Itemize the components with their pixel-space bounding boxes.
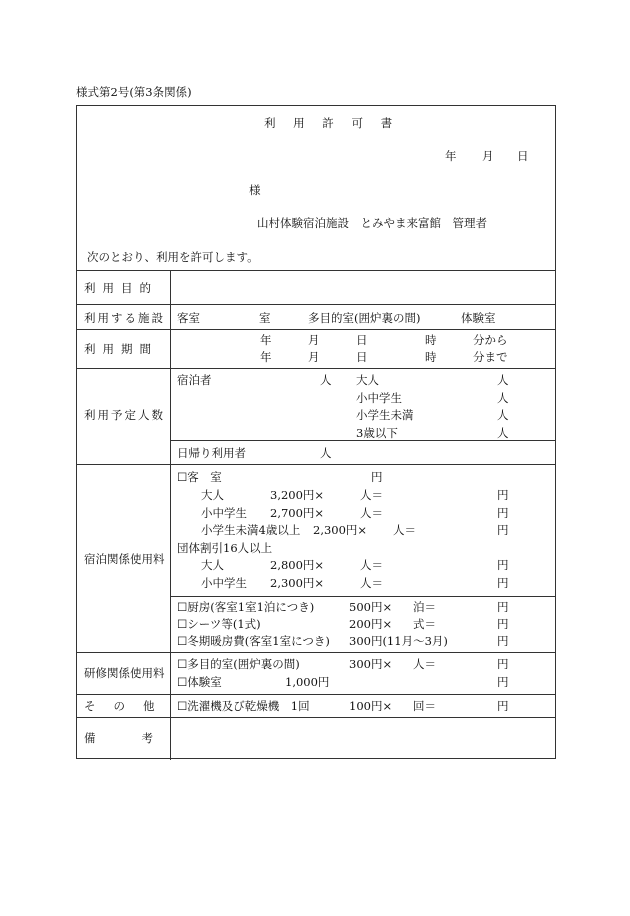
fee-group-student: 小中学生: [201, 576, 247, 590]
date-month: 月: [482, 149, 494, 163]
period-from-month: 月: [308, 333, 320, 347]
divider: [170, 440, 555, 441]
divider: [77, 270, 555, 271]
fee-student-yen: 円: [497, 506, 509, 520]
fee-student-eq: 人＝: [360, 506, 383, 520]
fee-group-student-price: 2,300円×: [270, 576, 325, 590]
stay-fee-label: 宿泊関係使用料: [84, 552, 165, 566]
form-number: 様式第2号(第3条関係): [76, 85, 192, 99]
fee-washer[interactable]: ☐洗濯機及び乾燥機 1回: [177, 699, 310, 713]
stay-unit: 人: [320, 373, 332, 387]
period-to-year: 年: [260, 350, 272, 364]
fee-washer-eq: 回＝: [413, 699, 436, 713]
fee-adult-eq: 人＝: [360, 488, 383, 502]
fee-heating-price: 300円(11月～3月): [349, 634, 448, 648]
fee-student-price: 2,700円×: [270, 506, 325, 520]
divider: [77, 694, 555, 695]
period-label: 利用期間: [84, 342, 158, 356]
date-year: 年: [445, 149, 457, 163]
fee-sheets-yen: 円: [497, 617, 509, 631]
student-unit: 人: [497, 391, 509, 405]
fee-young-price: 2,300円×: [313, 523, 368, 537]
training-fee-label: 研修関係使用料: [84, 666, 165, 680]
fee-heating-yen: 円: [497, 634, 509, 648]
people-elem: 小学生未満: [356, 408, 414, 422]
fee-sheets-eq: 式＝: [413, 617, 436, 631]
stay-room[interactable]: ☐客 室: [177, 470, 222, 484]
fee-young-eq: 人＝: [393, 523, 416, 537]
fee-exp-yen: 円: [497, 675, 509, 689]
divider: [77, 652, 555, 653]
fee-kitchen-price: 500円×: [349, 600, 393, 614]
period-from-year: 年: [260, 333, 272, 347]
period-from: 分から: [473, 333, 508, 347]
fee-group-student-yen: 円: [497, 576, 509, 590]
fee-young: 小学生未満4歳以上: [201, 523, 301, 537]
facility-multi: 多目的室(囲炉裏の間): [308, 311, 421, 325]
fee-multi-eq: 人＝: [413, 657, 436, 671]
day-user: 日帰り利用者: [177, 446, 246, 460]
fee-group-adult-yen: 円: [497, 558, 509, 572]
fee-multi-price: 300円×: [349, 657, 393, 671]
statement: 次のとおり、利用を許可します。: [87, 250, 259, 264]
permit-form: [76, 105, 556, 759]
fee-kitchen-yen: 円: [497, 600, 509, 614]
fee-multi[interactable]: ☐多目的室(囲炉裏の間): [177, 657, 300, 671]
period-to-month: 月: [308, 350, 320, 364]
period-to-hour: 時: [425, 350, 437, 364]
fee-adult-yen: 円: [497, 488, 509, 502]
fee-group-adult: 大人: [201, 558, 224, 572]
divider: [77, 717, 555, 718]
fee-kitchen[interactable]: ☐厨房(客室1室1泊につき): [177, 600, 315, 614]
elem-unit: 人: [497, 408, 509, 422]
people-under3: 3歳以下: [356, 426, 398, 440]
period-from-hour: 時: [425, 333, 437, 347]
addressee-suffix: 様: [249, 183, 261, 197]
fee-adult: 大人: [201, 488, 224, 502]
people-label: 利用予定人数: [84, 408, 165, 422]
people-adult: 大人: [356, 373, 379, 387]
period-until: 分まで: [473, 350, 508, 364]
fee-exp[interactable]: ☐体験室: [177, 675, 222, 689]
fee-sheets[interactable]: ☐シーツ等(1式): [177, 617, 261, 631]
stay-room-yen: 円: [371, 470, 383, 484]
divider: [77, 464, 555, 465]
divider: [77, 304, 555, 305]
stay-label: 宿泊者: [177, 373, 212, 387]
fee-group-student-eq: 人＝: [360, 576, 383, 590]
divider: [170, 596, 555, 597]
facility-exp: 体験室: [461, 311, 496, 325]
issuer: 山村体験宿泊施設 とみやま来富館 管理者: [257, 216, 487, 230]
fee-washer-yen: 円: [497, 699, 509, 713]
fee-young-yen: 円: [497, 523, 509, 537]
adult-unit: 人: [497, 373, 509, 387]
fee-kitchen-eq: 泊＝: [413, 600, 436, 614]
other-label: その他: [84, 699, 173, 713]
fee-heating[interactable]: ☐冬期暖房費(客室1室につき): [177, 634, 330, 648]
fee-group-adult-eq: 人＝: [360, 558, 383, 572]
facility-room: 客室: [177, 311, 200, 325]
purpose-label: 利用目的: [84, 281, 158, 295]
divider: [77, 368, 555, 369]
facility-room-unit: 室: [259, 311, 271, 325]
column-divider: [170, 270, 171, 760]
fee-sheets-price: 200円×: [349, 617, 393, 631]
remarks-label: 備考: [84, 731, 199, 745]
period-from-day: 日: [356, 333, 368, 347]
period-to-day: 日: [356, 350, 368, 364]
fee-student: 小中学生: [201, 506, 247, 520]
people-student: 小中学生: [356, 391, 402, 405]
fee-multi-yen: 円: [497, 657, 509, 671]
divider: [77, 329, 555, 330]
date-day: 日: [517, 149, 529, 163]
fee-exp-price: 1,000円: [285, 675, 330, 689]
day-user-unit: 人: [320, 446, 332, 460]
fee-adult-price: 3,200円×: [270, 488, 325, 502]
facility-label: 利用する施設: [84, 311, 165, 325]
fee-washer-price: 100円×: [349, 699, 393, 713]
fee-group-adult-price: 2,800円×: [270, 558, 325, 572]
fee-group: 団体割引16人以上: [177, 541, 273, 555]
form-title: 利 用 許 可 書: [264, 116, 400, 130]
under3-unit: 人: [497, 426, 509, 440]
